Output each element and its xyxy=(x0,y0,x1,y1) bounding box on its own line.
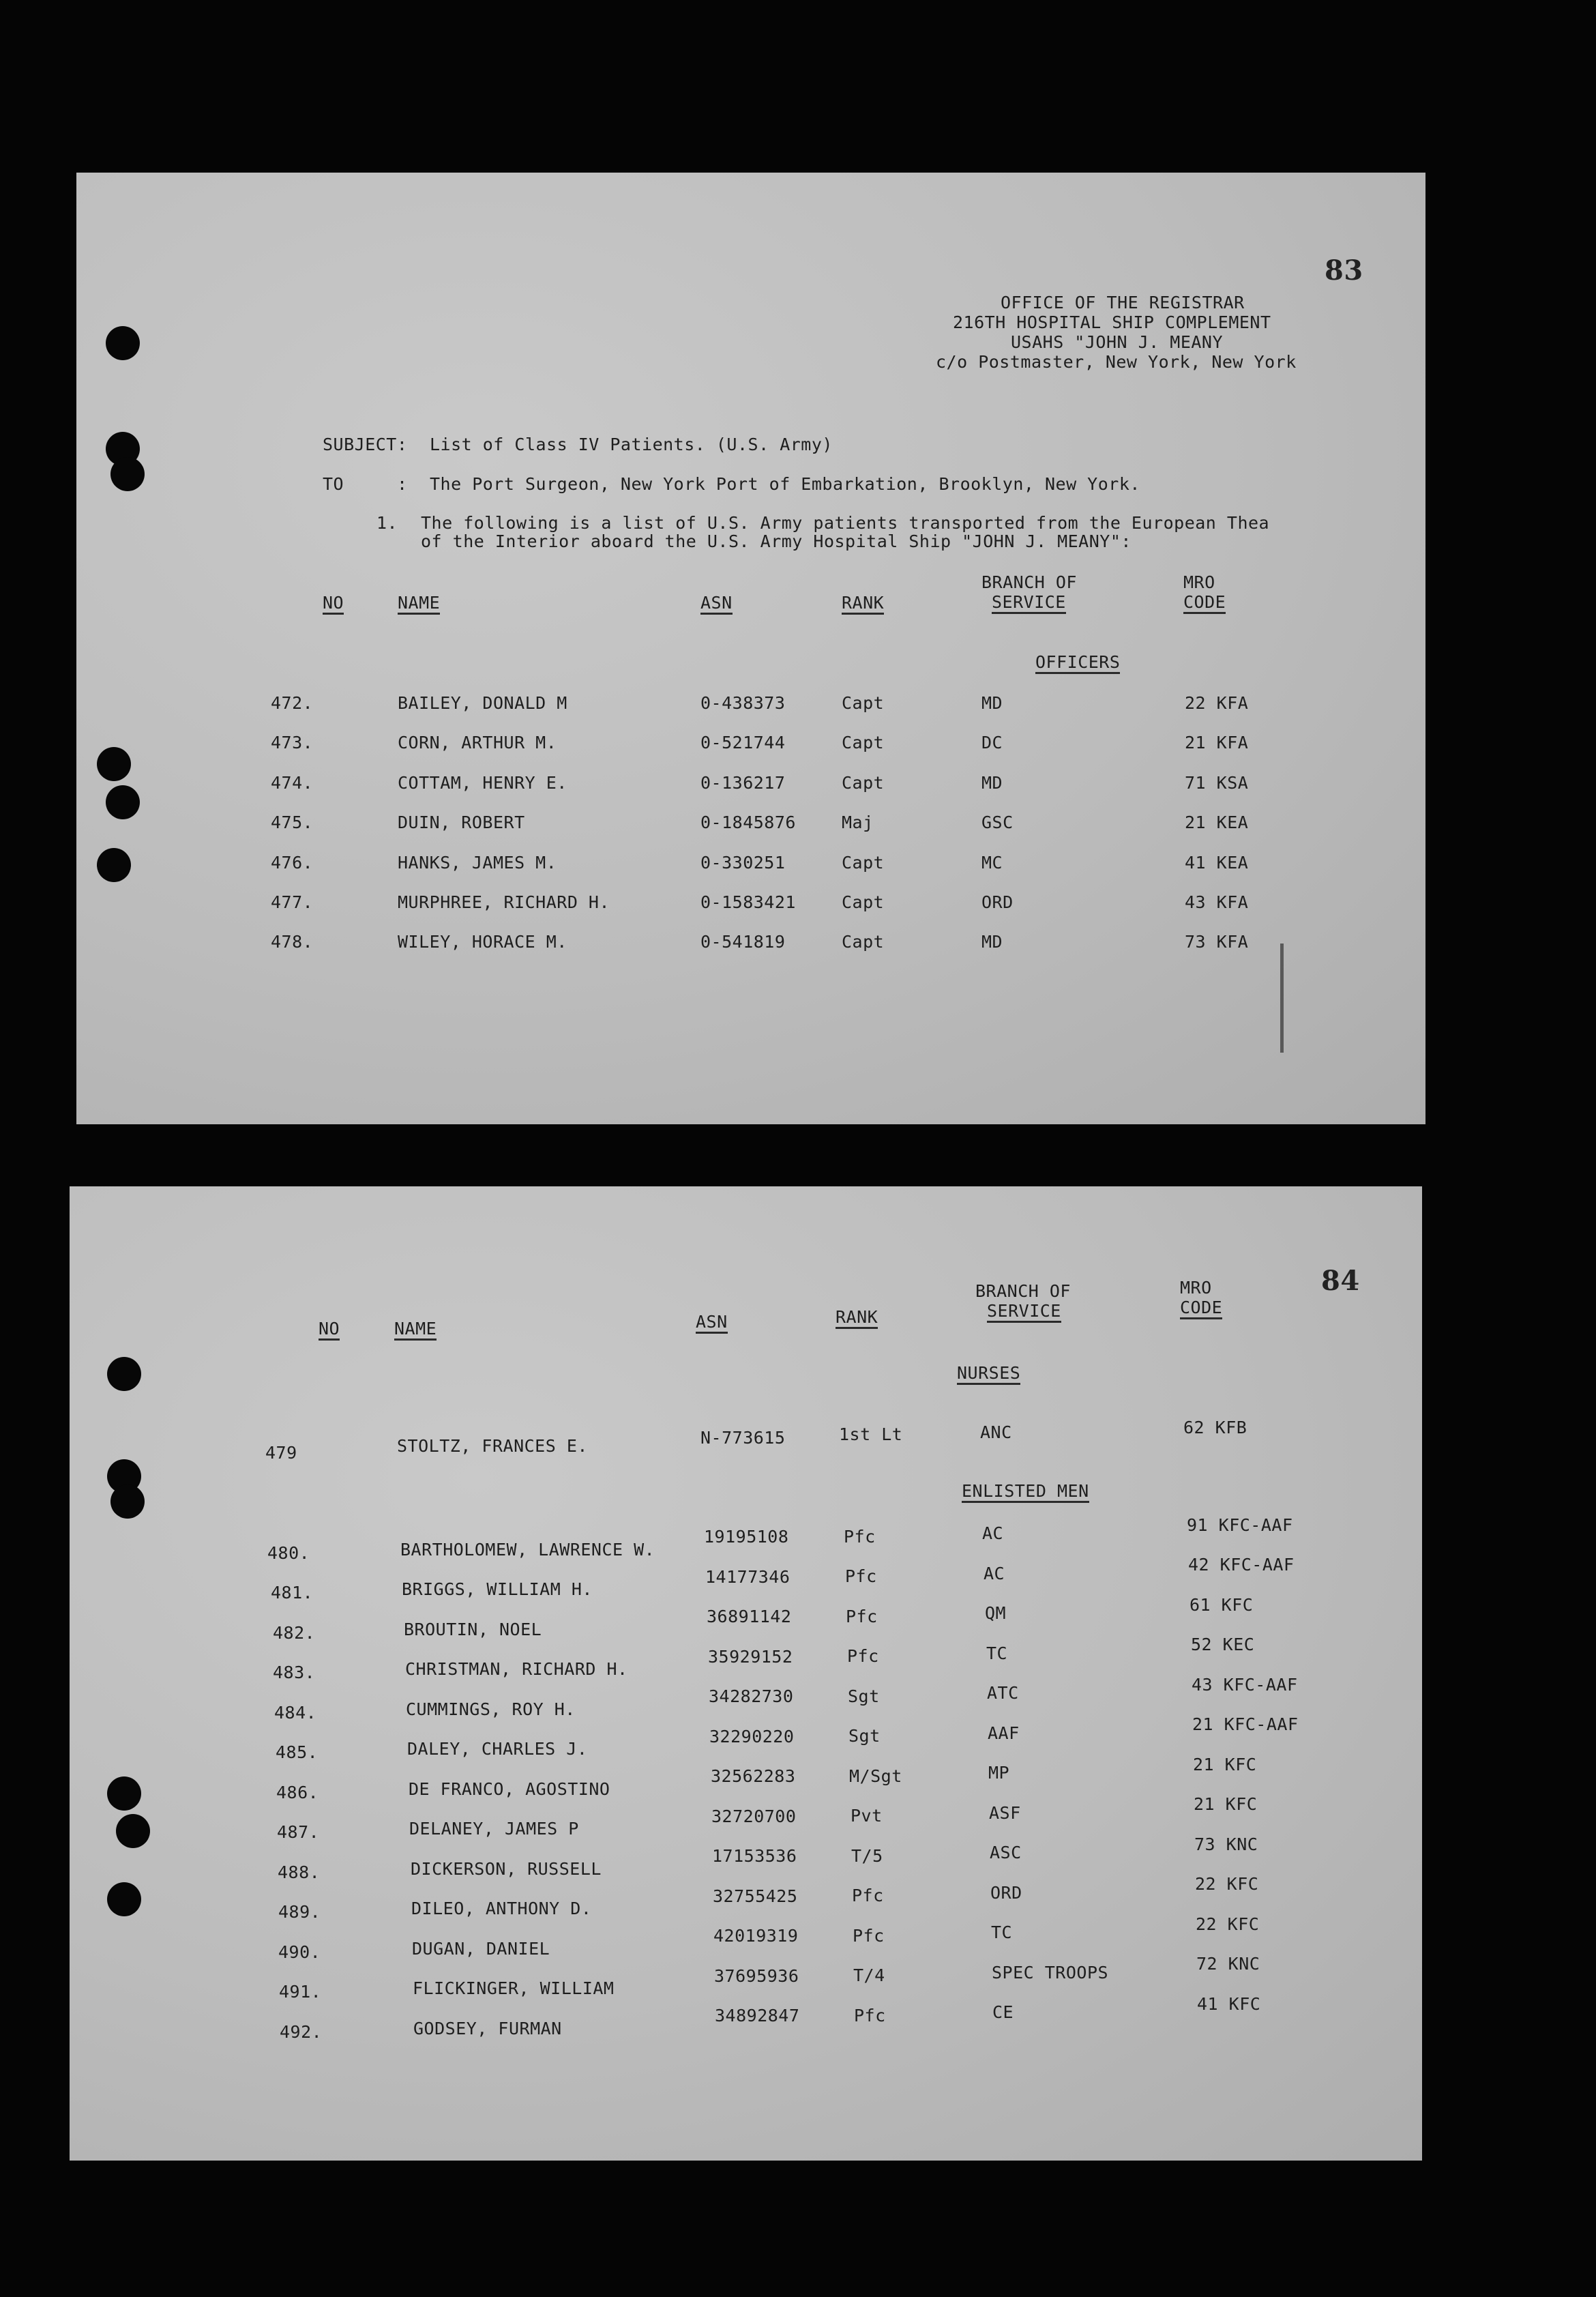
row-mro: 21 KFA xyxy=(1185,733,1249,752)
row-name: COTTAM, HENRY E. xyxy=(398,773,567,793)
row-branch: MD xyxy=(981,693,1003,713)
row-no: 472. xyxy=(271,693,314,713)
row-mro: 22 KFC xyxy=(1196,1914,1260,1934)
row-asn: 0-330251 xyxy=(700,853,786,873)
row-name: STOLTZ, FRANCES E. xyxy=(397,1436,588,1456)
row-branch: DC xyxy=(981,733,1003,752)
row-asn: 36891142 xyxy=(707,1607,792,1626)
row-rank: Capt xyxy=(842,693,885,713)
punch-hole xyxy=(97,747,131,781)
row-branch: QM xyxy=(985,1603,1007,1623)
row-rank: Capt xyxy=(842,892,885,912)
row-branch: MD xyxy=(981,932,1003,952)
row-no: 486. xyxy=(276,1783,319,1802)
row-name: GODSEY, FURMAN xyxy=(413,2019,562,2038)
punch-hole xyxy=(107,1357,141,1391)
row-name: CHRISTMAN, RICHARD H. xyxy=(405,1659,628,1679)
row-name: DE FRANCO, AGOSTINO xyxy=(409,1779,610,1799)
row-no: 483. xyxy=(273,1663,316,1682)
row-mro: 22 KFC xyxy=(1195,1874,1259,1894)
header-code: CODE xyxy=(1183,593,1226,614)
header-service: SERVICE xyxy=(987,1302,1061,1323)
header-asn: ASN xyxy=(696,1313,728,1334)
row-branch: ORD xyxy=(981,892,1014,912)
letterhead-line: USAHS "JOHN J. MEANY xyxy=(1011,332,1224,352)
row-no: 487. xyxy=(277,1822,320,1842)
row-rank: Pfc xyxy=(844,1527,876,1547)
row-branch: MP xyxy=(988,1763,1010,1783)
row-mro: 41 KFC xyxy=(1197,1994,1261,2014)
row-rank: T/5 xyxy=(851,1846,883,1866)
row-rank: T/4 xyxy=(853,1965,885,1985)
row-asn: 34282730 xyxy=(709,1686,794,1706)
header-mro: MRO xyxy=(1180,1278,1212,1298)
row-asn: 14177346 xyxy=(705,1567,790,1587)
row-branch: ORD xyxy=(990,1883,1022,1903)
row-name: DILEO, ANTHONY D. xyxy=(411,1899,592,1918)
to-label: TO xyxy=(323,474,344,494)
row-name: CORN, ARTHUR M. xyxy=(398,733,557,752)
row-name: HANKS, JAMES M. xyxy=(398,853,557,873)
row-rank: Sgt xyxy=(848,1686,880,1706)
to-separator: : xyxy=(397,474,408,494)
row-asn: 0-438373 xyxy=(700,693,786,713)
header-no: NO xyxy=(319,1319,340,1341)
section-officers: OFFICERS xyxy=(1035,653,1120,674)
row-asn: 0-521744 xyxy=(700,733,786,752)
row-branch: SPEC TROOPS xyxy=(992,1963,1109,1983)
row-name: DUIN, ROBERT xyxy=(398,813,525,832)
row-rank: Sgt xyxy=(848,1726,881,1746)
row-name: CUMMINGS, ROY H. xyxy=(406,1699,576,1719)
row-asn: 34892847 xyxy=(715,2006,800,2025)
header-name: NAME xyxy=(394,1319,437,1341)
row-mro: 21 KEA xyxy=(1185,813,1249,832)
header-rank: RANK xyxy=(842,594,884,615)
row-no: 475. xyxy=(271,813,314,832)
header-no: NO xyxy=(323,594,344,615)
row-name: DICKERSON, RUSSELL xyxy=(411,1859,602,1879)
header-mro: MRO xyxy=(1183,572,1215,592)
row-no: 476. xyxy=(271,853,314,873)
row-mro: 42 KFC-AAF xyxy=(1188,1555,1295,1575)
row-name: MURPHREE, RICHARD H. xyxy=(398,892,610,912)
row-asn: 17153536 xyxy=(712,1846,797,1866)
row-name: BRIGGS, WILLIAM H. xyxy=(402,1579,593,1599)
punch-hole xyxy=(106,785,140,819)
row-name: FLICKINGER, WILLIAM xyxy=(413,1978,615,1998)
row-mro: 52 KEC xyxy=(1191,1635,1255,1654)
row-rank: Pfc xyxy=(846,1607,878,1626)
row-asn: 32720700 xyxy=(711,1806,797,1826)
row-rank: Pfc xyxy=(847,1646,879,1666)
row-rank: Pvt xyxy=(851,1806,883,1826)
row-rank: Maj xyxy=(842,813,874,832)
margin-mark xyxy=(1280,943,1284,1053)
row-branch: AC xyxy=(984,1564,1005,1583)
row-asn: 0-1845876 xyxy=(700,813,796,832)
row-name: BARTHOLOMEW, LAWRENCE W. xyxy=(400,1540,655,1560)
header-branch: BRANCH OF xyxy=(975,1281,1071,1301)
subject-text: List of Class IV Patients. (U.S. Army) xyxy=(430,435,833,454)
row-no: 482. xyxy=(273,1623,316,1643)
punch-hole xyxy=(107,1776,141,1811)
row-branch: AC xyxy=(982,1523,1004,1543)
row-no: 473. xyxy=(271,733,314,752)
row-no: 477. xyxy=(271,892,314,912)
row-rank: Capt xyxy=(842,773,885,793)
header-branch: BRANCH OF xyxy=(981,572,1077,592)
row-no: 474. xyxy=(271,773,314,793)
paragraph-number: 1. xyxy=(376,513,398,533)
section-enlisted-men: ENLISTED MEN xyxy=(962,1482,1089,1503)
punch-hole xyxy=(106,326,140,360)
header-asn: ASN xyxy=(700,594,733,615)
row-branch: ATC xyxy=(987,1683,1019,1703)
row-branch: MC xyxy=(981,853,1003,873)
to-text: The Port Surgeon, New York Port of Embarkation, Brooklyn, New York. xyxy=(430,474,1140,494)
row-mro: 91 KFC-AAF xyxy=(1187,1515,1293,1535)
row-mro: 72 KNC xyxy=(1196,1954,1260,1974)
row-asn: 35929152 xyxy=(708,1647,793,1667)
punch-hole xyxy=(107,1882,141,1916)
header-code: CODE xyxy=(1180,1298,1222,1319)
row-name: BROUTIN, NOEL xyxy=(404,1620,542,1639)
paragraph-line: The following is a list of U.S. Army patients transported from the European Thea xyxy=(421,513,1270,533)
row-rank: M/Sgt xyxy=(849,1766,902,1786)
punch-hole xyxy=(110,1484,145,1519)
row-rank: Capt xyxy=(842,733,885,752)
row-rank: Pfc xyxy=(852,1886,884,1905)
row-asn: 32290220 xyxy=(709,1727,795,1746)
row-no: 492. xyxy=(280,2022,323,2042)
header-service: SERVICE xyxy=(992,593,1066,614)
punch-hole xyxy=(116,1814,150,1848)
row-no: 480. xyxy=(267,1543,310,1563)
row-rank: Pfc xyxy=(845,1566,877,1586)
row-branch: ANC xyxy=(980,1422,1012,1442)
document-page-83 xyxy=(76,173,1425,1124)
row-name: DALEY, CHARLES J. xyxy=(407,1739,588,1759)
row-asn: N-773615 xyxy=(700,1428,786,1448)
row-rank: 1st Lt xyxy=(839,1424,903,1444)
row-mro: 41 KEA xyxy=(1185,853,1249,873)
header-name: NAME xyxy=(398,594,440,615)
row-mro: 73 KFA xyxy=(1185,932,1249,952)
row-no: 481. xyxy=(271,1583,314,1603)
punch-hole xyxy=(97,848,131,882)
row-mro: 71 KSA xyxy=(1185,773,1249,793)
row-asn: 37695936 xyxy=(714,1966,799,1986)
row-name: WILEY, HORACE M. xyxy=(398,932,567,952)
row-mro: 61 KFC xyxy=(1189,1595,1254,1615)
row-no: 489. xyxy=(278,1902,321,1922)
row-no: 478. xyxy=(271,932,314,952)
row-rank: Pfc xyxy=(853,1926,885,1946)
page-number: 84 xyxy=(1321,1265,1360,1297)
row-branch: GSC xyxy=(981,813,1014,832)
row-name: DELANEY, JAMES P xyxy=(409,1819,579,1839)
header-rank: RANK xyxy=(836,1308,878,1329)
row-asn: 0-136217 xyxy=(700,773,786,793)
row-mro: 21 KFC xyxy=(1194,1794,1258,1814)
row-no: 485. xyxy=(276,1742,319,1762)
row-asn: 19195108 xyxy=(704,1527,789,1547)
row-asn: 0-541819 xyxy=(700,932,786,952)
row-rank: Capt xyxy=(842,853,885,873)
row-branch: CE xyxy=(992,2002,1014,2022)
row-branch: TC xyxy=(986,1643,1008,1663)
row-mro: 22 KFA xyxy=(1185,693,1249,713)
row-asn: 0-1583421 xyxy=(700,892,796,912)
row-asn: 32562283 xyxy=(711,1766,796,1786)
paragraph-line: of the Interior aboard the U.S. Army Hospital Ship "JOHN J. MEANY": xyxy=(421,531,1132,551)
letterhead-line: OFFICE OF THE REGISTRAR xyxy=(1001,293,1245,312)
row-mro: 43 KFA xyxy=(1185,892,1249,912)
letterhead-line: 216TH HOSPITAL SHIP COMPLEMENT xyxy=(953,312,1271,332)
row-no: 490. xyxy=(278,1942,321,1962)
row-asn: 42019319 xyxy=(713,1926,799,1946)
row-mro: 21 KFC-AAF xyxy=(1192,1714,1299,1734)
document-page-84 xyxy=(70,1186,1422,2161)
letterhead-line: c/o Postmaster, New York, New York xyxy=(936,352,1297,372)
page-number: 83 xyxy=(1325,254,1363,287)
row-mro: 62 KFB xyxy=(1183,1418,1247,1437)
row-branch: ASC xyxy=(990,1843,1022,1862)
row-name: DUGAN, DANIEL xyxy=(412,1939,550,1959)
row-no: 484. xyxy=(274,1703,317,1723)
row-mro: 73 KNC xyxy=(1194,1834,1258,1854)
row-no: 488. xyxy=(278,1862,321,1882)
section-nurses: NURSES xyxy=(957,1364,1020,1385)
row-asn: 32755425 xyxy=(713,1886,798,1906)
subject-label: SUBJECT: xyxy=(323,435,408,454)
row-no: 491. xyxy=(279,1982,322,2002)
row-branch: TC xyxy=(991,1922,1013,1942)
row-no: 479 xyxy=(265,1443,297,1463)
row-rank: Capt xyxy=(842,932,885,952)
row-mro: 21 KFC xyxy=(1193,1755,1257,1774)
row-branch: MD xyxy=(981,773,1003,793)
row-name: BAILEY, DONALD M xyxy=(398,693,567,713)
row-branch: AAF xyxy=(988,1723,1020,1743)
row-mro: 43 KFC-AAF xyxy=(1192,1675,1298,1695)
row-rank: Pfc xyxy=(854,2006,886,2025)
row-branch: ASF xyxy=(989,1803,1021,1823)
punch-hole xyxy=(110,457,145,491)
